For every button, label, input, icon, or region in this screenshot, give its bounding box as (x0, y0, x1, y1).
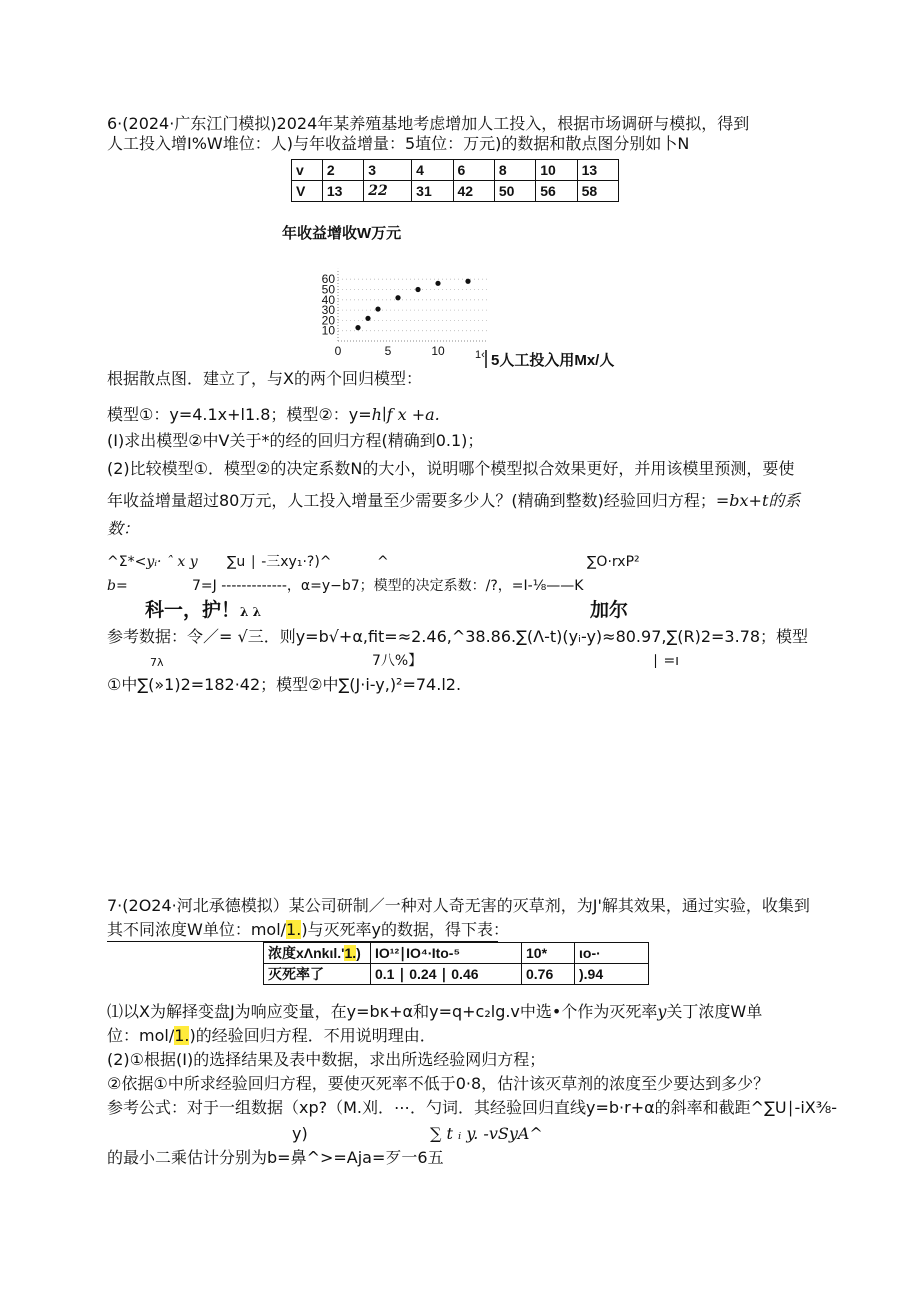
table-row (292, 160, 619, 181)
q6-part-2b-text: 年收益增量超过80万元，人工投入增量至少需要多少人？(精确到整数)经验回归方程； (107, 491, 716, 510)
q7-line-2-text-b: )与灭死率y的数据，得下表： (301, 920, 510, 939)
q7-table-head-b: ) (356, 945, 361, 961)
q7-line-2-highlight: 1. (286, 920, 302, 939)
table-row (264, 964, 649, 985)
table-cell: 2 (322, 160, 363, 181)
table-cell: v (292, 160, 323, 181)
q6-data-table (291, 159, 619, 202)
chart-x-tick-partial: 1‹ (475, 349, 485, 361)
table-cell: 3 (364, 160, 412, 181)
scatter-chart (280, 220, 660, 372)
q7-part-1a-text: ⑴以X为解择变盘J为响应变量，在y=bκ+α和y=q+c₂lg.v中选•个作为灭死率 (107, 1002, 658, 1021)
chart-y-tick-label: 30 (321, 303, 335, 318)
table-cell: ).94 (575, 964, 649, 985)
table-header-cell: IO¹²∣IO⁴∙Ito-⁵ (371, 943, 522, 964)
q7-part-1b (107, 1026, 436, 1046)
table-cell: 13 (577, 160, 618, 181)
q7-ref-b2: ∑ t ᵢ y. -vSyA^ (430, 1124, 543, 1143)
q7-table-head-a: 浓度xΛnkιl.' (268, 945, 345, 961)
q6-models-italic: h∣f x +a. (371, 405, 440, 424)
q6-part-2a: (2)比较模型①．模型②的决定系数N的大小，说明哪个模型拟合效果更好，并用该模里预测，要使 (107, 459, 795, 478)
q7-part-1a-italic: y (657, 1002, 667, 1021)
table-header-cell: 10* (522, 943, 575, 964)
table-cell: 50 (494, 181, 535, 202)
q7-line-2-text-a: 其不同浓度W单位：mol/ (107, 920, 287, 939)
q6-models (107, 405, 440, 425)
q6-part-2b (107, 491, 800, 511)
q6-ref-1: 参考数据：令／= √三．则y=b√+α,fit=≈2.46,^38.86.∑(Λ-t)(yᵢ-y)≈80.97,∑(R)2=3.78；模型 (107, 627, 809, 646)
q6-garbled-left (145, 600, 261, 622)
table-cell: 58 (577, 181, 618, 202)
table-cell: 13 (322, 181, 363, 202)
q7-part-1a (107, 1002, 762, 1022)
q7-part-3: ②依据①中所求经验回归方程，要使灭死率不低于0·8，估汁该灭草剂的浓度至少要达到多少？ (107, 1074, 770, 1093)
chart-point (465, 279, 470, 284)
q7-part-1a-end: 关丁浓度W单 (666, 1002, 763, 1021)
table-cell: 4 (412, 160, 453, 181)
q6-formula-top-c: ^ (377, 554, 389, 570)
q7-data-table (263, 942, 649, 985)
table-cell: 10 (536, 160, 577, 181)
table-header-cell: ιo-· (575, 943, 649, 964)
chart-y-tick-label: 40 (321, 292, 335, 307)
q6-formula-mid-a: b= (107, 578, 128, 594)
table-cell: 42 (453, 181, 494, 202)
chart-x-tick-label: 0 (334, 344, 342, 358)
table-cell: 0.1 ∣ 0.24 ∣ 0.46 (371, 964, 522, 985)
chart-x-tick-label: 5 (384, 344, 392, 358)
q6-models-text: 模型①：y=4.1x+l1.8；模型②：y= (107, 405, 372, 424)
q6-garbled-left-small: λ λ (240, 605, 262, 619)
q6-line-2: 人工投入增Ι%W堆位：人)与年收益增量：5埴位：万元)的数据和散点图分别如卜N (107, 134, 690, 153)
q6-part-2b-italic: =bx+t的系 (715, 491, 801, 510)
q6-formula-top-d: ∑O·rxP² (587, 554, 640, 570)
q7-part-1b-text-a: 位：mol/ (107, 1026, 175, 1045)
q6-ref-2c: ∣ =ı (652, 653, 680, 669)
chart-y-tick-label: 60 (321, 272, 335, 287)
table-header-cell (264, 943, 371, 964)
q6-part-1: (I)求出模型②中V关于*的经的回归方程(精确到0.1)； (107, 431, 484, 450)
chart-y-tick-label: 20 (321, 313, 335, 328)
q6-formula-top-a-italic: y (146, 554, 155, 570)
table-cell: 56 (536, 181, 577, 202)
chart-point (375, 306, 380, 311)
chart-point (415, 287, 420, 292)
q7-ref-c: 的最小二乘估计分别为b=鼻^>=Aja=歹一6五 (107, 1148, 444, 1167)
chart-x-tick-label: 10 (431, 344, 445, 358)
chart-point (355, 325, 360, 330)
q6-garbled-left-text: 科一，护！ (145, 599, 241, 621)
chart-point (395, 295, 400, 300)
table-cell: 8 (494, 160, 535, 181)
table-cell: 22 (364, 181, 412, 202)
table-cell: 31 (412, 181, 453, 202)
q6-formula-mid-b: 7=J -------------，α=y−b7；模型的决定系数：/?，=I-⅛——K (192, 578, 584, 594)
q6-formula-top-a2: ᵢ· ˆ x y (154, 554, 198, 570)
chart-point (365, 316, 370, 321)
q7-line-1: 7·(2O24·河北承德模拟）某公司研制／一种对人奇无害的灭草剂，为J'解其效果，通过实验，收集到 (107, 896, 810, 915)
chart-y-tick-label: 10 (321, 323, 335, 338)
table-cell: 6 (453, 160, 494, 181)
q6-garbled-right: 加尔 (590, 599, 629, 621)
chart-point (435, 281, 440, 286)
table-cell: 灭死率了 (264, 964, 371, 985)
q7-line-2 (107, 920, 509, 940)
q7-ref-a: 参考公式：对于一组数据（xp?（M.刈．⋯．勺词．其经验回归直线y=b·r+α的斜率和截距^∑U∣-iX⅜- (107, 1098, 838, 1117)
q7-ref-b1: y) (292, 1124, 308, 1143)
q7-part-1b-text-b: )的经验回归方程．不用说明理由． (189, 1026, 436, 1045)
q6-ref-3: ①中∑(»1)2=182·42；模型②中∑(J·i-y,)²=74.l2. (107, 675, 462, 694)
table-row (264, 943, 649, 964)
chart-y-tick-label: 50 (321, 282, 335, 297)
q7-table-head-highlight: 1. (344, 945, 357, 961)
q7-part-2: (2)①根据(I)的选择结果及表中数据，求出所选经验网归方程； (107, 1050, 546, 1069)
table-cell: 0.76 (522, 964, 575, 985)
q6-line-1: 6·(2024·广东江门模拟)2024年某养殖基地考虑增加人工投入，根据市场调研与模拟，得到 (107, 114, 750, 133)
q6-ref-2b: 7八%】 (372, 653, 423, 669)
q6-formula-top-a (107, 552, 198, 572)
q6-ref-2a: 7λ (150, 656, 164, 669)
q6-part-2c: 数： (107, 519, 140, 538)
table-row (292, 181, 619, 202)
q7-part-1b-highlight: 1. (174, 1026, 190, 1045)
q6-formula-top-b: ∑u ∣ -三xy₁·?)^ (227, 554, 332, 570)
chart-x-label: 5人工投入用Mx/人 (491, 352, 615, 369)
table-cell: V (292, 181, 323, 202)
chart-title: 年收益增收W万元 (282, 225, 402, 242)
q6-formula-top-a-text: ^Σ*< (107, 554, 147, 570)
q6-after-chart: 根据散点图．建立了，与X的两个回归模型： (107, 369, 422, 388)
